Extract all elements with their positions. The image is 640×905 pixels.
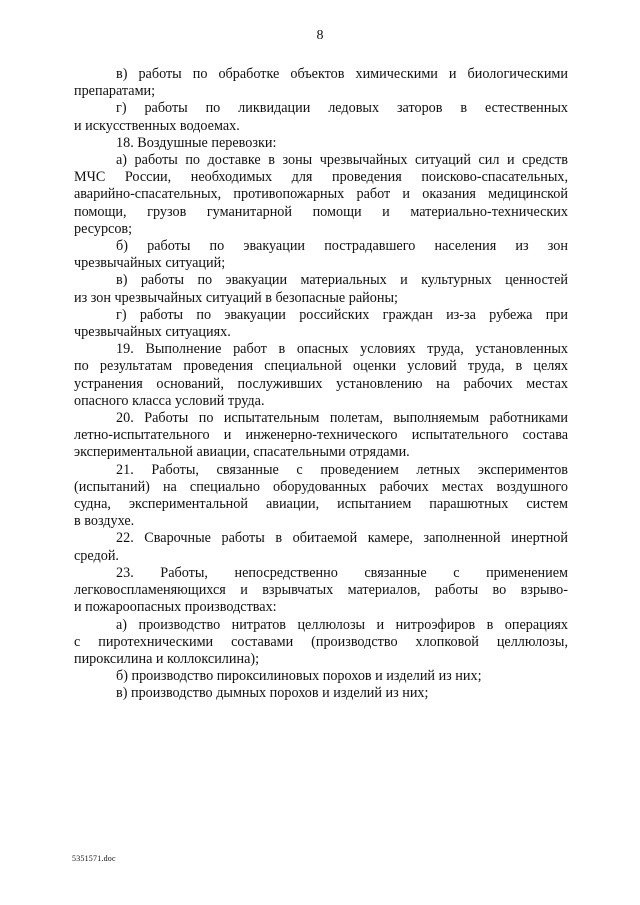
paragraph (74, 152, 568, 238)
paragraph (74, 66, 568, 100)
paragraph-line: и искусственных водоемах. (74, 117, 240, 134)
paragraph-line: чрезвычайных ситуаций; (74, 255, 226, 272)
paragraph-line: в) производство дымных порохов и изделий из них; (116, 685, 429, 702)
paragraph (74, 341, 568, 410)
paragraph (74, 410, 568, 462)
paragraph-line: помощи, грузов гуманитарной помощи и материально-технических (74, 203, 568, 220)
paragraph-line: чрезвычайных ситуациях. (74, 324, 231, 341)
paragraph-line: по результатам проведения специальной оценки условий труда, в целях (74, 358, 568, 375)
paragraph-line: с пиротехническими составами (производство хлопковой целлюлозы, (74, 633, 568, 650)
paragraph (74, 135, 568, 152)
paragraph (74, 668, 568, 685)
paragraph-line: г) работы по эвакуации российских граждан из-за рубежа при (116, 306, 568, 323)
paragraph-line: МЧС России, необходимых для проведения поисково-спасательных, (74, 169, 568, 186)
paragraph-line: (испытаний) на специально оборудованных рабочих местах воздушного (74, 478, 568, 495)
paragraph-line: 19. Выполнение работ в опасных условиях труда, установленных (116, 341, 568, 358)
paragraph (74, 238, 568, 272)
paragraph-line: 23. Работы, непосредственно связанные с применением (116, 564, 568, 581)
paragraph (74, 462, 568, 531)
paragraph-line: из зон чрезвычайных ситуаций в безопасные районы; (74, 289, 398, 306)
paragraph-line: в) работы по эвакуации материальных и культурных ценностей (116, 272, 568, 289)
paragraph-line: г) работы по ликвидации ледовых заторов в естественных (116, 100, 568, 117)
paragraph (74, 617, 568, 669)
paragraph (74, 565, 568, 617)
paragraph-line: 18. Воздушные перевозки: (116, 134, 277, 151)
document-body (74, 66, 568, 703)
paragraph-line: судна, экспериментальной авиации, испытанием парашютных систем (74, 496, 568, 513)
paragraph-line: а) производство нитратов целлюлозы и нитроэфиров в операциях (116, 616, 568, 633)
paragraph-line: в воздухе. (74, 513, 135, 530)
paragraph-line: устранения оснований, послуживших установлению на рабочих местах (74, 375, 568, 392)
paragraph-line: ресурсов; (74, 220, 133, 237)
paragraph (74, 272, 568, 306)
paragraph (74, 100, 568, 134)
paragraph-line: в) работы по обработке объектов химическими и биологическими (116, 66, 568, 82)
paragraph-line: б) производство пироксилиновых порохов и изделий из них; (116, 668, 482, 685)
paragraph-line: и пожароопасных производствах: (74, 599, 277, 616)
footer-filename: 5351571.doc (72, 854, 116, 863)
paragraph-line: а) работы по доставке в зоны чрезвычайных ситуаций сил и средств (116, 152, 568, 169)
paragraph (74, 307, 568, 341)
paragraph (74, 685, 568, 702)
paragraph-line: экспериментальной авиации, спасательными отрядами. (74, 444, 410, 461)
paragraph-line: пироксилина и коллоксилина); (74, 650, 260, 667)
paragraph-line: 21. Работы, связанные с проведением летных экспериментов (116, 461, 568, 478)
paragraph-line: средой. (74, 547, 119, 564)
paragraph-line: опасного класса условий труда. (74, 392, 265, 409)
paragraph-line: летно-испытательного и инженерно-технического испытательного состава (74, 427, 568, 444)
paragraph-line: 20. Работы по испытательным полетам, выполняемым работниками (116, 410, 568, 427)
paragraph (74, 530, 568, 564)
paragraph-line: б) работы по эвакуации пострадавшего населения из зон (116, 238, 568, 255)
paragraph-line: аварийно-спасательных, противопожарных работ и оказания медицинской (74, 186, 568, 203)
paragraph-line: препаратами; (74, 83, 156, 100)
paragraph-line: 22. Сварочные работы в обитаемой камере, заполненной инертной (116, 530, 568, 547)
paragraph-line: легковоспламеняющихся и взрывчатых материалов, работы во взрыво- (74, 582, 568, 599)
page-number: 8 (316, 28, 324, 43)
